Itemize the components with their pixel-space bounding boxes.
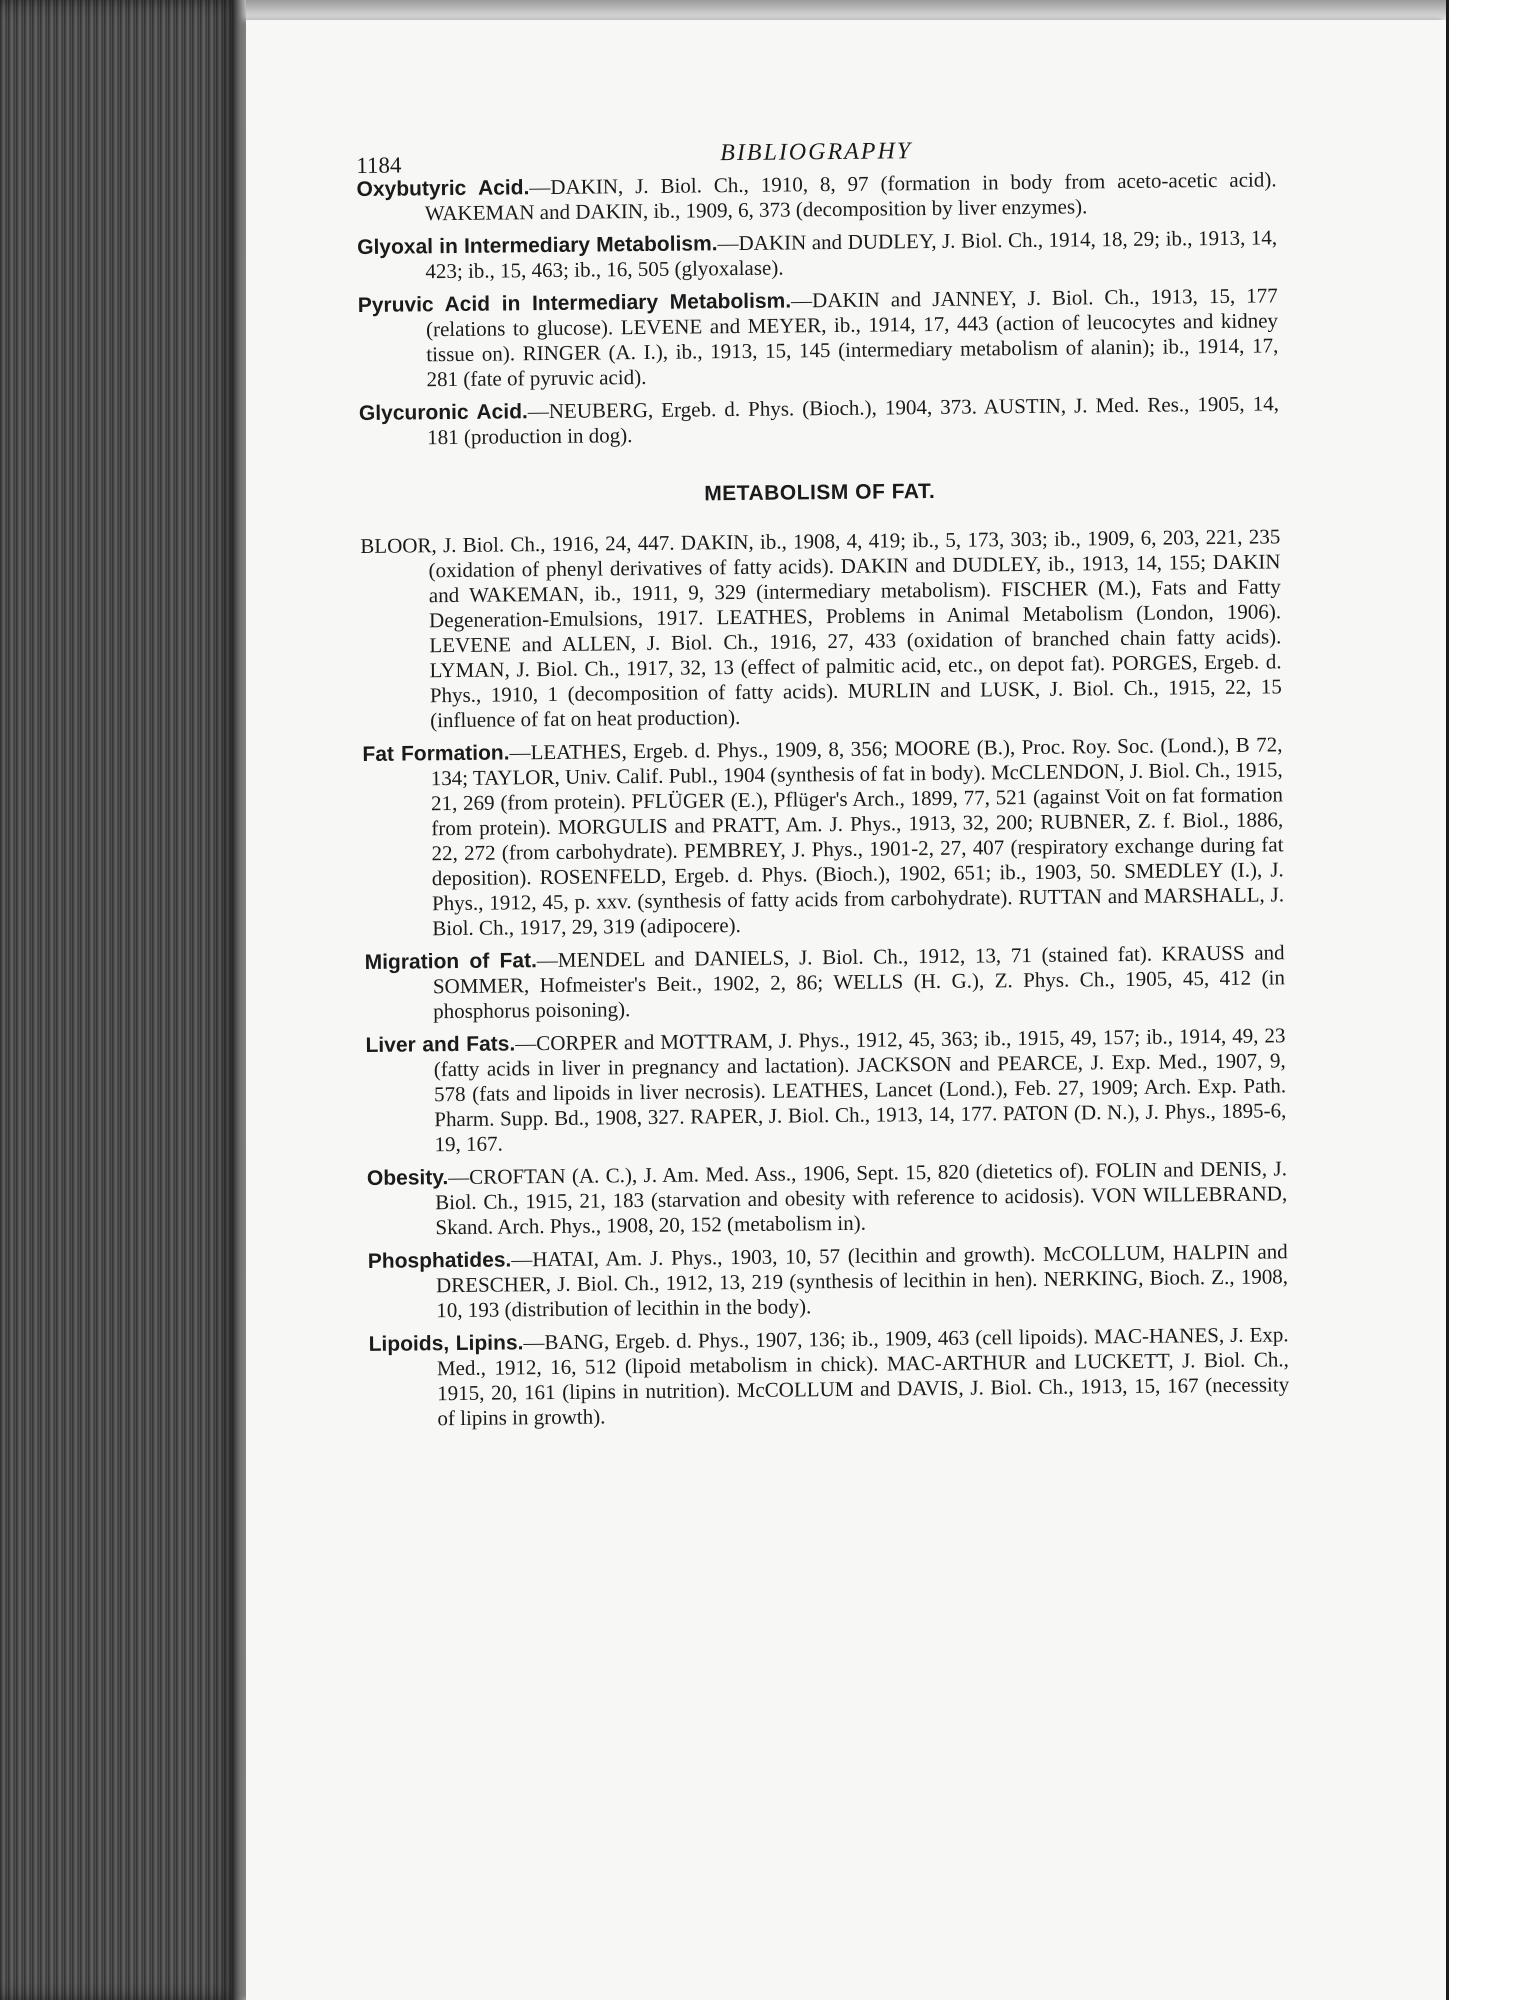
entry-text: —CORPER and MOTTRAM, J. Phys., 1912, 45, 363; ib., 1915, 49, 157; ib., 1914, 49, 23 (fatty acids in liver in pregnancy and lactation). JACKSON and PEARCE, J. Exp. Med., 1907, 9, 578 (fats and lipoids in liver necrosis). LEATHES, Lancet (Lond.), Feb. 27, 1909; Arch. Exp. Path. Pharm. Supp. Bd., 1908, 327. RAPER, J. Biol. Ch., 1913, 14, 177. PATON (D. N.), J. Phys., 1895-6, 19, 167. (433, 1023, 1287, 1157)
entry-heading: Liver and Fats. (365, 1032, 516, 1057)
bibliography-entry (367, 1156, 1288, 1241)
running-title: BIBLIOGRAPHY (720, 138, 913, 167)
bibliography-entry (357, 225, 1277, 285)
entry-heading: Phosphatides. (367, 1248, 512, 1273)
section-title: METABOLISM OF FAT. (704, 479, 936, 506)
book-page-edges (0, 0, 240, 2000)
bibliography-entry (362, 732, 1284, 942)
entry-heading: Obesity. (366, 1166, 449, 1190)
bibliography-entry (365, 1023, 1286, 1158)
page-header (356, 125, 1276, 178)
entry-text: —LEATHES, Ergeb. d. Phys., 1909, 8, 356; MOORE (B.), Proc. Roy. Soc. (Lond.), B 72, 134; TAYLOR, Univ. Calif. Publ., 1904 (synthesis of fat in body). McCLENDON, J. Biol. Ch., 1915, 21, 269 (from protein). PFLÜGER (E.), Pflüger's Arch., 1899, 77, 521 (against Voit on fat formation from protein). MORGULIS and PRATT, Am. J. Phys., 1913, 32, 200; RUBNER, Z. f. Biol., 1886, 22, 272 (from carbohydrate). PEMBREY, J. Phys., 1901-2, 27, 407 (respiratory exchange during fat deposition). ROSENFELD, Ergeb. d. Phys. (Bioch.), 1902, 651; ib., 1903, 50. SMEDLEY (I.), J. Phys., 1912, 45, p. xxv. (synthesis of fatty acids from carbohydrate). RUTTAN and MARSHALL, J. Biol. Ch., 1917, 29, 319 (adipocere). (430, 732, 1285, 941)
entry-text: —DAKIN, J. Biol. Ch., 1910, 8, 97 (formation in body from aceto-acetic acid). WAKEMAN and DAKIN, ib., 1909, 6, 373 (decomposition by liver enzymes). (424, 167, 1277, 226)
entry-heading: Oxybutyric Acid. (356, 176, 530, 201)
page-number: 1184 (356, 152, 402, 178)
page-content (356, 125, 1290, 1440)
entry-heading: Glycuronic Acid. (358, 400, 528, 425)
right-margin (1446, 0, 1528, 2000)
entry-heading: Fat Formation. (362, 741, 510, 766)
entry-text: —DAKIN and DUDLEY, J. Biol. Ch., 1914, 18, 29; ib., 1913, 14, 423; ib., 15, 463; ib., 16, 505 (glyoxalase). (425, 225, 1278, 284)
bibliography-entry (356, 167, 1276, 227)
book-page (246, 20, 1446, 2000)
spine-shadow (232, 0, 246, 2000)
bibliography-entry (360, 524, 1282, 734)
bibliography-entry (359, 391, 1279, 451)
entry-text: —NEUBERG, Ergeb. d. Phys. (Bioch.), 1904, 373. AUSTIN, J. Med. Res., 1905, 14, 181 (production in dog). (427, 391, 1280, 450)
bibliography-entry (365, 940, 1286, 1025)
entry-heading: Pyruvic Acid in Intermediary Metabolism. (357, 289, 792, 317)
bibliography-entry (368, 1239, 1289, 1324)
bibliography-entry (358, 283, 1279, 393)
bibliography-entry (369, 1322, 1290, 1432)
entry-text: —MENDEL and DANIELS, J. Biol. Ch., 1912, 13, 71 (stained fat). KRAUSS and SOMMER, Hofmeister's Beit., 1902, 2, 86; WELLS (H. G.), Z. Phys. Ch., 1905, 45, 412 (in phosphorus poisoning). (432, 940, 1285, 1024)
entry-text: —CROFTAN (A. C.), J. Am. Med. Ass., 1906, Sept. 15, 820 (dietetics of). FOLIN and DENIS, J. Biol. Ch., 1915, 21, 183 (starvation and obesity with reference to acidosis). VON WILLEBRAND, Skand. Arch. Phys., 1908, 20, 152 (metabolism in). (435, 1156, 1288, 1240)
entry-text: —BANG, Ergeb. d. Phys., 1907, 136; ib., 1909, 463 (cell lipoids). MAC-HANES, J. Exp. Med., 1912, 16, 512 (lipoid metabolism in chick). MAC-ARTHUR and LUCKETT, J. Biol. Ch., 1915, 20, 161 (lipins in nutrition). McCOLLUM and DAVIS, J. Biol. Ch., 1913, 15, 167 (necessity of lipins in growth). (436, 1322, 1290, 1431)
entry-heading: Migration of Fat. (364, 949, 537, 974)
entry-text: BLOOR, J. Biol. Ch., 1916, 24, 447. DAKIN, ib., 1908, 4, 419; ib., 5, 173, 303; ib., 1909, 6, 203, 221, 235 (oxidation of phenyl derivatives of fatty acids). DAKIN and DUDLEY, ib., 1913, 14, 155; DAKIN and WAKEMAN, ib., 1911, 9, 329 (intermediary metabolism). FISCHER (M.), Fats and Fatty Degeneration-Emulsions, 1917. LEATHES, Problems in Animal Metabolism (London, 1906). LEVENE and ALLEN, J. Biol. Ch., 1916, 27, 433 (oxidation of branched chain fatty acids). LYMAN, J. Biol. Ch., 1917, 32, 13 (effect of palmitic acid, etc., on depot fat). PORGES, Ergeb. d. Phys., 1910, 1 (decomposition of fatty acids). MURLIN and LUSK, J. Biol. Ch., 1915, 22, 15 (influence of fat on heat production). (360, 524, 1282, 733)
entry-heading: Lipoids, Lipins. (368, 1331, 524, 1356)
entry-heading: Glyoxal in Intermediary Metabolism. (357, 232, 718, 259)
entry-text: —HATAI, Am. J. Phys., 1903, 10, 57 (lecithin and growth). McCOLLUM, HALPIN and DRESCHER, J. Biol. Ch., 1912, 13, 219 (synthesis of lecithin in hen). NERKING, Bioch. Z., 1908, 10, 193 (distribution of lecithin in the body). (435, 1239, 1289, 1323)
top-page-edge (246, 0, 1446, 20)
bibliography-list-top (356, 167, 1279, 451)
entry-text: —DAKIN and JANNEY, J. Biol. Ch., 1913, 15, 177 (relations to glucose). LEVENE and MEYER, ib., 1914, 17, 443 (action of leucocytes and kidney tissue on). RINGER (A. I.), ib., 1913, 15, 145 (intermediary metabolism of alanin); ib., 1914, 17, 281 (fate of pyruvic acid). (425, 283, 1279, 392)
bibliography-list-fat (360, 524, 1289, 1432)
